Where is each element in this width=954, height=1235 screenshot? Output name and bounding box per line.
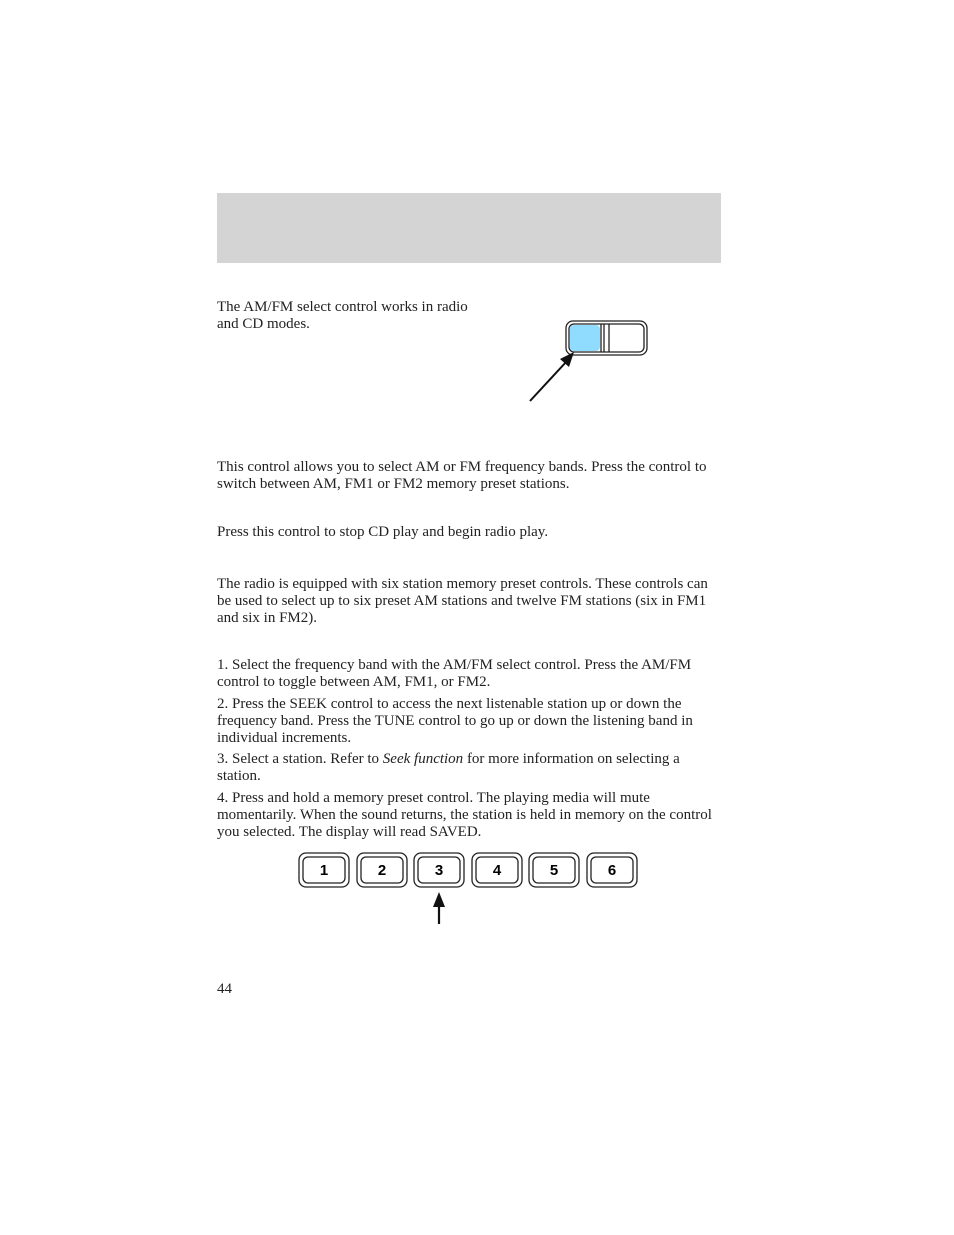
- step-4: 4. Press and hold a memory preset control. The playing media will mute momentarily. When the sound returns, the station is held in memory on the control you selected. The display will read SAVED.: [217, 790, 712, 840]
- step-2: 2. Press the SEEK control to access the next listenable station up or down the frequency band. Press the TUNE control to go up or down the listening band in individual increments.: [217, 696, 693, 746]
- preset-buttons-illustration: [296, 850, 642, 928]
- band-paragraph: This control allows you to select AM or FM frequency bands. Press the control to switch between AM, FM1 or FM2 memory preset stations.: [217, 459, 707, 492]
- preset-button-3: [414, 853, 464, 887]
- preset-button-4: [472, 853, 522, 887]
- preset-button-label: 2: [377, 862, 387, 879]
- step-1: 1. Select the frequency band with the AM/FM select control. Press the AM/FM control to toggle between AM, FM1, or FM2.: [217, 657, 692, 690]
- preset-button-1: [299, 853, 349, 887]
- step-3: [217, 751, 721, 785]
- preset-button-5: [529, 853, 579, 887]
- preset-button-2: [357, 853, 407, 887]
- preset-button-label: 3: [434, 862, 444, 879]
- pointer-arrow-head: [433, 892, 445, 907]
- pointer-arrow-shaft: [530, 361, 567, 401]
- step-3-text-end: for more information on selecting a station.: [217, 751, 680, 784]
- preset-button-label: 6: [607, 862, 617, 879]
- preset-button-label: 5: [549, 862, 559, 879]
- pointer-arrow-head: [560, 352, 574, 367]
- intro-paragraph: The AM/FM select control works in radio and CD modes.: [217, 299, 468, 332]
- amfm-control-illustration: [525, 315, 655, 407]
- preset-button-label: 1: [319, 862, 329, 879]
- seek-function-reference: Seek function: [382, 751, 464, 767]
- stop-cd-paragraph: Press this control to stop CD play and begin radio play.: [217, 524, 549, 540]
- preset-button-6: [587, 853, 637, 887]
- preset-button-label: 4: [492, 862, 502, 879]
- section-header-band: [217, 193, 721, 263]
- page-number: 44: [217, 981, 232, 997]
- amfm-highlight-segment: [570, 325, 600, 351]
- step-3-text: 3. Select a station. Refer to: [217, 751, 383, 767]
- memory-presets-paragraph: The radio is equipped with six station memory preset controls. These controls can be used to select up to six preset AM stations and twelve FM stations (six in FM1 and six in FM2).: [217, 576, 708, 626]
